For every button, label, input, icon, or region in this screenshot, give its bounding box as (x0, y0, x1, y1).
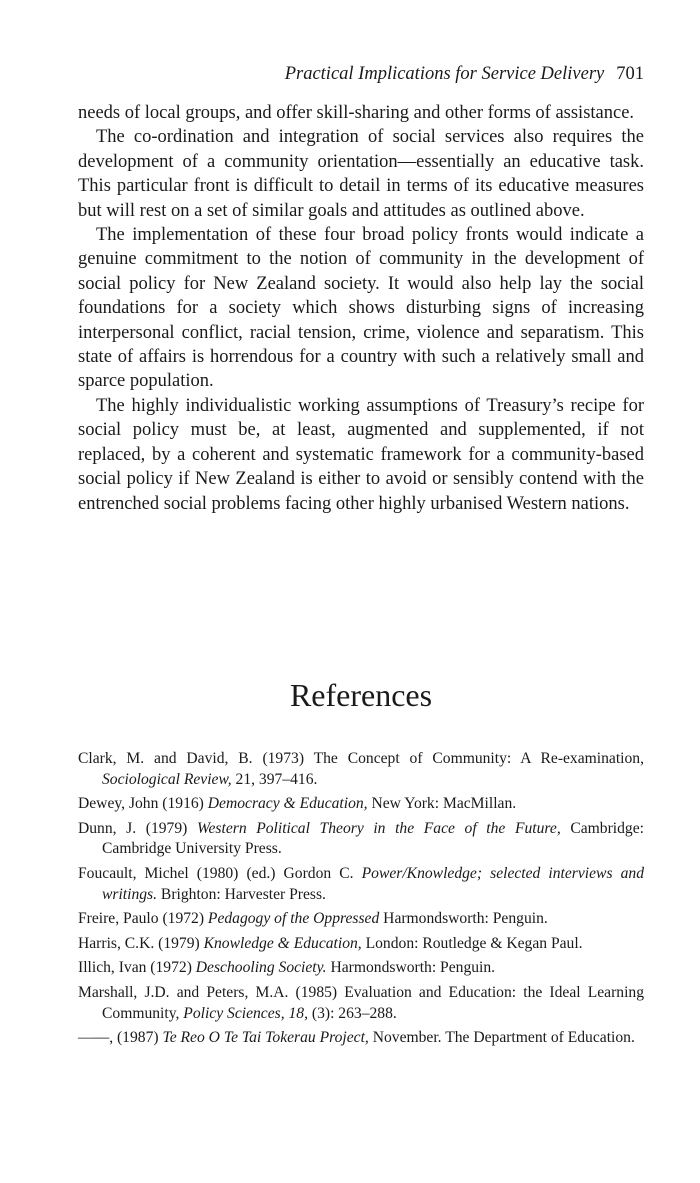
reference-tail: November. The Department of Education. (368, 1029, 635, 1047)
paragraph: The implementation of these four broad policy fronts would indicate a genuine commitment to the notion of community in the development of social policy for New Zealand society. It would also help lay the social foundations for a society which shows disturbing signs of increasing interpersonal conflict, racial tension, crime, violence and separatism. This state of affairs is horrendous for a country with such a relatively small and sparce population. (78, 225, 644, 392)
reference-title: Knowledge & Education, (203, 934, 362, 952)
reference-tail: Cambridge: Cambridge University Press. (102, 819, 644, 858)
references-list (78, 749, 644, 1053)
reference-entry (78, 909, 644, 930)
reference-title: Te Reo O Te Tai Tokerau Project, (162, 1029, 369, 1047)
reference-title: Pedagogy of the Oppressed (207, 910, 380, 928)
reference-title: Western Political Theory in the Face of the Future, (196, 819, 561, 837)
reference-tail: London: Routledge & Kegan Paul. (361, 934, 583, 952)
reference-tail: Harmondsworth: Penguin. (326, 959, 496, 977)
body-text (78, 101, 644, 516)
reference-tail: (3): 263–288. (308, 1004, 397, 1022)
reference-entry (78, 1028, 644, 1049)
reference-lead: ——, (1987) (78, 1029, 163, 1047)
reference-title: Sociological Review, (102, 770, 232, 788)
reference-entry (78, 794, 644, 815)
reference-entry (78, 934, 644, 955)
reference-title: Democracy & Education, (207, 795, 368, 813)
reference-lead: Clark, M. and David, B. (1973) The Concept of Community: A Re-examination, (78, 750, 644, 767)
reference-entry (78, 958, 644, 979)
reference-lead: Marshall, J.D. and Peters, M.A. (1985) Evaluation and Education: the Ideal Learning Community, (78, 983, 644, 1022)
reference-tail: Brighton: Harvester Press. (157, 885, 326, 903)
reference-tail: 21, 397–416. (231, 770, 318, 788)
paragraph: needs of local groups, and offer skill-sharing and other forms of assistance. (78, 103, 635, 123)
reference-lead: Freire, Paulo (1972) (78, 910, 208, 928)
running-head-title: Practical Implications for Service Delivery (284, 64, 605, 84)
reference-tail: Harmondsworth: Penguin. (379, 910, 548, 928)
reference-title: Policy Sciences, 18, (183, 1004, 308, 1022)
reference-entry (78, 749, 644, 790)
page-number: 701 (616, 64, 644, 84)
running-head (78, 62, 644, 86)
reference-lead: Foucault, Michel (1980) (ed.) Gordon C. (78, 864, 362, 882)
paragraph: The highly individualistic working assumptions of Treasury’s recipe for social policy must be, at least, augmented and supplemented, if not replaced, by a coherent and systematic framework for a community-based social policy if New Zealand is either to avoid or sensibly contend with the entrenched social problems facing other highly urbanised Western nations. (78, 395, 644, 514)
reference-lead: Harris, C.K. (1979) (78, 934, 204, 952)
reference-tail: New York: MacMillan. (367, 795, 517, 813)
reference-entry (78, 983, 644, 1024)
reference-lead: Dewey, John (1916) (78, 795, 208, 813)
reference-title: Power/Knowledge; selected interviews and writings. (102, 864, 644, 903)
reference-lead: Illich, Ivan (1972) (78, 959, 196, 977)
references-heading: References (289, 677, 433, 713)
reference-entry (78, 819, 644, 860)
reference-lead: Dunn, J. (1979) (78, 819, 197, 837)
reference-entry (78, 864, 644, 905)
paragraph: The co-ordination and integration of social services also requires the development of a community orientation—essentially an educative task. This particular front is difficult to detail in terms of its educative measures but will rest on a set of similar goals and attitudes as outlined above. (78, 127, 644, 221)
reference-title: Deschooling Society. (195, 959, 327, 977)
